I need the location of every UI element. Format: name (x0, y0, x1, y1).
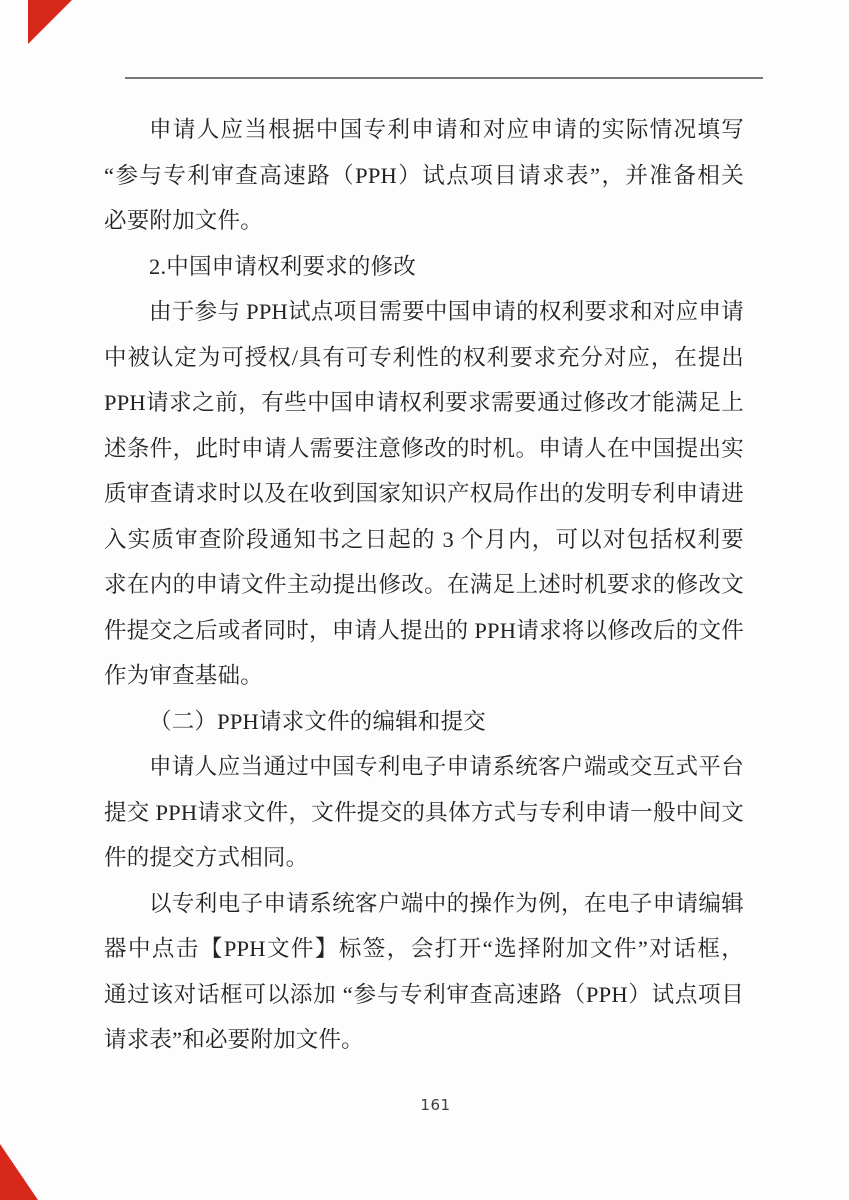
text-line: 申请人应当根据中国专利申请和对应申请的实际情况填写 (149, 117, 744, 142)
text-line: 器中点击【PPH文件】标签，会打开“选择附加文件”对话框， (104, 936, 744, 961)
text-line: 由于参与 PPH试点项目需要中国申请的权利要求和对应申请 (149, 299, 744, 324)
section-heading (104, 699, 744, 745)
heading-line: 2.中国申请权利要求的修改 (149, 253, 416, 279)
paragraph (104, 744, 744, 881)
heading-line: （二）PPH请求文件的编辑和提交 (149, 708, 486, 734)
header-divider-line (125, 77, 763, 79)
page-number: 161 (420, 1096, 451, 1114)
document-body (104, 107, 744, 1063)
text-line: 作为审查基础。 (104, 663, 263, 688)
text-line: 质审查请求时以及在收到国家知识产权局作出的发明专利申请进 (104, 481, 744, 506)
text-line: 通过该对话框可以添加 “参与专利审查高速路（PPH）试点项目 (104, 981, 744, 1007)
corner-fold-icon (28, 0, 72, 44)
text-line: 求在内的申请文件主动提出修改。在满足上述时机要求的修改文 (104, 572, 744, 597)
section-heading (104, 244, 744, 290)
text-line: 申请人应当通过中国专利电子申请系统客户端或交互式平台 (149, 754, 744, 779)
paragraph (104, 289, 744, 699)
corner-fold-icon (0, 1144, 38, 1200)
text-line: 以专利电子申请系统客户端中的操作为例，在电子申请编辑 (149, 890, 744, 916)
text-line: 请求表”和必要附加文件。 (104, 1027, 364, 1052)
text-line: “参与专利审查高速路（PPH）试点项目请求表”，并准备相关 (104, 162, 744, 188)
paragraph (104, 881, 744, 1063)
text-line: 中被认定为可授权/具有可专利性的权利要求充分对应，在提出 (104, 344, 744, 370)
text-line: 必要附加文件。 (104, 208, 263, 233)
text-line: 述条件，此时申请人需要注意修改的时机。申请人在中国提出实 (104, 435, 744, 461)
text-line: 件提交之后或者同时，申请人提出的 PPH请求将以修改后的文件 (104, 617, 744, 643)
paragraph (104, 107, 744, 244)
text-line: 入实质审查阶段通知书之日起的 3 个月内，可以对包括权利要 (104, 526, 744, 552)
text-line: PPH请求之前，有些中国申请权利要求需要通过修改才能满足上 (104, 390, 744, 415)
text-line: 提交 PPH请求文件，文件提交的具体方式与专利申请一般中间文 (104, 799, 744, 825)
text-line: 件的提交方式相同。 (104, 845, 309, 870)
